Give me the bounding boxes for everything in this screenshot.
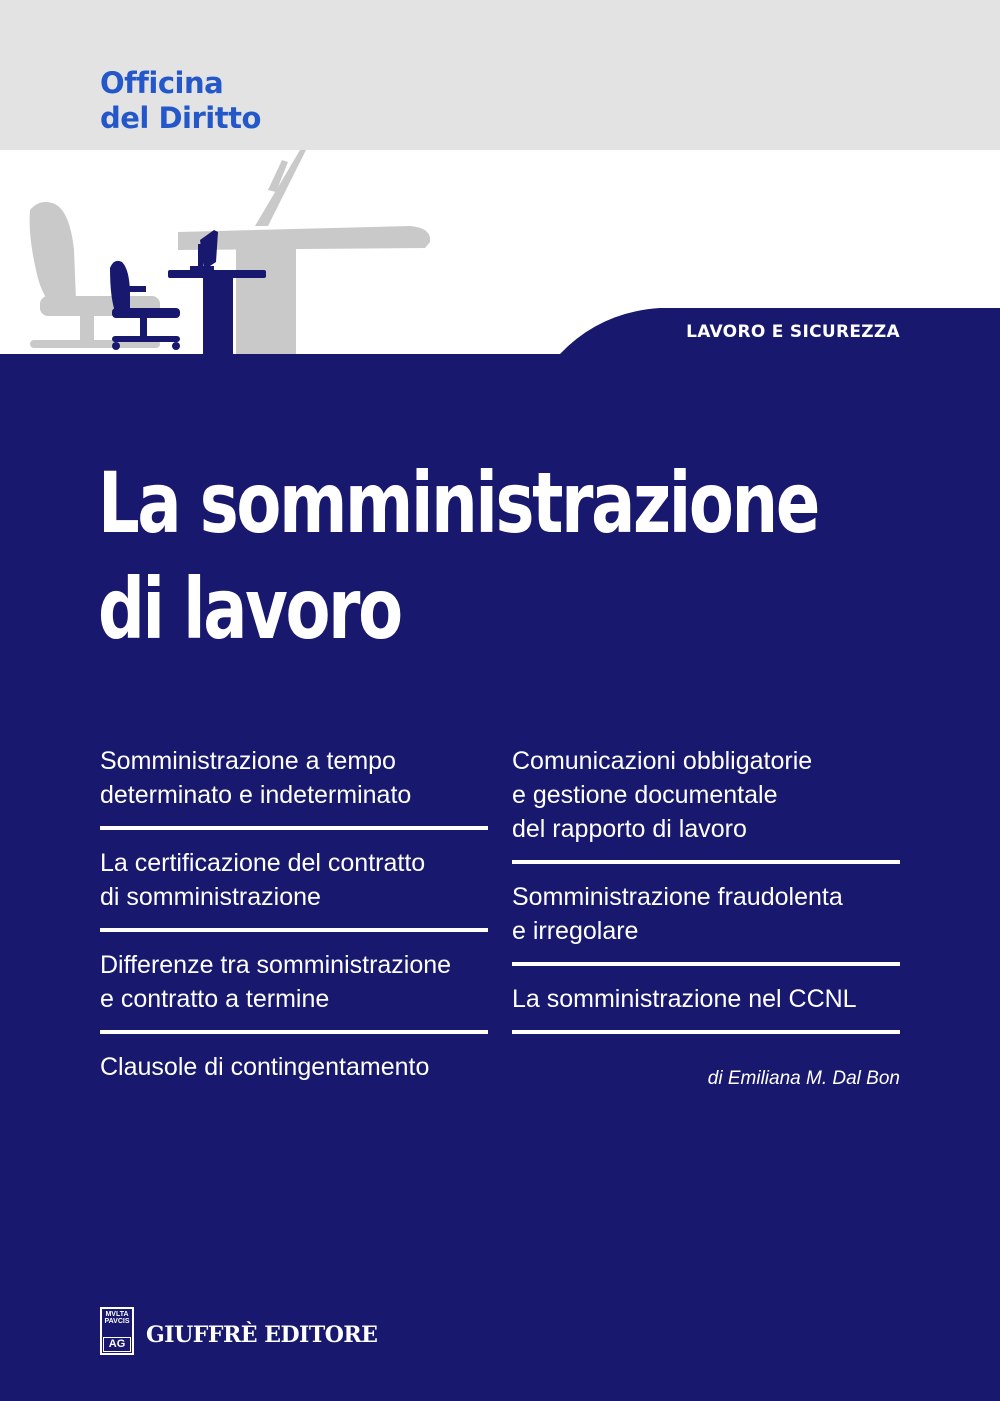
- book-title-line-1: La somministrazione: [98, 454, 818, 552]
- topic-line: del rapporto di lavoro: [512, 815, 747, 843]
- topic-item: [100, 846, 488, 932]
- topics-right-column: [512, 744, 900, 1050]
- topic-line: di somministrazione: [100, 883, 321, 911]
- topic-item: [100, 744, 488, 830]
- topic-line: Differenze tra somministrazione: [100, 951, 452, 979]
- series-title-line-1: Officina: [100, 66, 224, 100]
- topic-line: La certificazione del contratto: [100, 849, 426, 877]
- logo-motto: MVLTA PAVCIS: [104, 1311, 130, 1325]
- publisher-name: GIUFFRÈ EDITORE: [146, 1322, 378, 1348]
- topic-line: e gestione documentale: [512, 781, 778, 809]
- topic-item: [512, 982, 900, 1034]
- topic-line: Comunicazioni obbligatorie: [512, 747, 813, 775]
- logo-initials: AG: [103, 1337, 131, 1352]
- topic-line: Somministrazione a tempo: [100, 747, 396, 775]
- topic-line: Clausole di contingentamento: [100, 1053, 430, 1081]
- series-title-line-2: del Diritto: [100, 101, 261, 135]
- topic-item: [512, 880, 900, 966]
- topics-left-column: [100, 744, 488, 1114]
- topic-item: [512, 744, 900, 864]
- series-title: [100, 66, 261, 136]
- topic-item: [100, 1050, 488, 1098]
- topic-item: [100, 948, 488, 1034]
- topic-line: La somministrazione nel CCNL: [512, 985, 857, 1013]
- publisher-logo-icon: [100, 1307, 134, 1355]
- topic-line: determinato e indeterminato: [100, 781, 412, 809]
- book-title: [98, 450, 818, 662]
- book-title-line-2: di lavoro: [98, 560, 401, 658]
- topic-line: e contratto a termine: [100, 985, 330, 1013]
- author: di Emiliana M. Dal Bon: [707, 1068, 900, 1089]
- topic-line: e irregolare: [512, 917, 639, 945]
- topic-line: Somministrazione fraudolenta: [512, 883, 843, 911]
- series-category: LAVORO E SICUREZZA: [686, 322, 900, 342]
